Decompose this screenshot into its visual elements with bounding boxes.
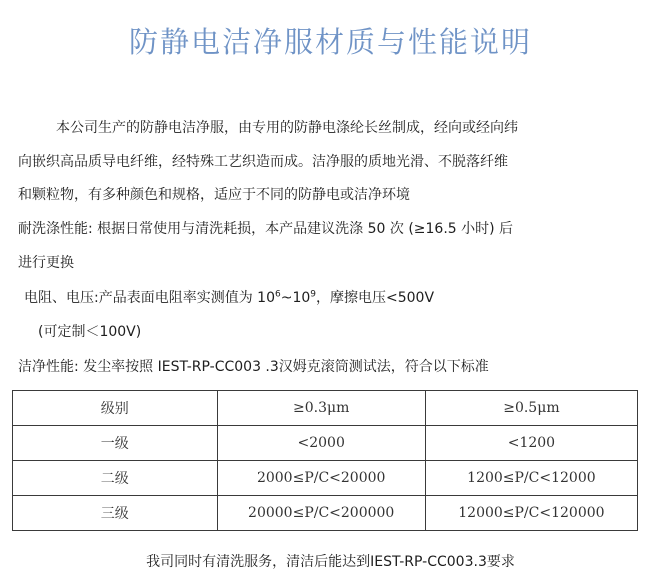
value-cell: 20000≤P/C<200000 xyxy=(217,496,425,531)
resistance-exponent-1: 6 xyxy=(274,289,281,300)
table-row xyxy=(13,461,638,496)
resistance-prefix: 电阻、电压:产品表面电阻率实测值为 10 xyxy=(24,290,275,306)
wash-line-2: 进行更换 xyxy=(18,255,74,271)
value-cell: <1200 xyxy=(425,426,637,461)
intro-line-3: 和颗粒物，有多种颜色和规格，适应于不同的防静电或洁净环境 xyxy=(18,187,410,203)
page-title: 防静电洁净服材质与性能说明 xyxy=(128,25,532,59)
resistance-custom: (可定制＜100V) xyxy=(38,324,142,340)
resistance-middle: ~10 xyxy=(280,290,311,306)
table-row xyxy=(13,496,638,531)
table-header-row xyxy=(13,391,638,426)
grade-cell: 三级 xyxy=(13,496,218,531)
resistance-exponent-2: 9 xyxy=(310,289,316,300)
value-cell: 1200≤P/C<12000 xyxy=(425,461,637,496)
resistance-suffix: ，摩擦电压<500V xyxy=(316,290,435,306)
dust-grade-table xyxy=(12,390,638,531)
footer-note: 我司同时有清洗服务，清洁后能达到IEST-RP-CC003.3要求 xyxy=(146,554,515,570)
wash-line-1: 耐洗涤性能: 根据日常使用与清洗耗损，本产品建议洗涤 50 次 (≥16.5 小时) 后 xyxy=(18,221,514,237)
header-0-3um: ≥0.3μm xyxy=(217,391,425,426)
grade-cell: 二级 xyxy=(13,461,218,496)
clean-intro: 洁净性能: 发尘率按照 IEST-RP-CC003 .3汉姆克滚筒测试法，符合以下标准 xyxy=(18,359,489,375)
value-cell: 2000≤P/C<20000 xyxy=(217,461,425,496)
intro-line-1: 本公司生产的防静电洁净服，由专用的防静电涤纶长丝制成，经向或经向纬 xyxy=(56,120,518,136)
grade-cell: 一级 xyxy=(13,426,218,461)
header-0-5um: ≥0.5μm xyxy=(425,391,637,426)
header-grade: 级别 xyxy=(13,391,218,426)
resistance-line xyxy=(24,288,434,308)
value-cell: 12000≤P/C<120000 xyxy=(425,496,637,531)
intro-line-2: 向嵌织高品质导电纤维，经特殊工艺织造而成。洁净服的质地光滑、不脱落纤维 xyxy=(18,154,508,170)
table-row xyxy=(13,426,638,461)
value-cell: <2000 xyxy=(217,426,425,461)
